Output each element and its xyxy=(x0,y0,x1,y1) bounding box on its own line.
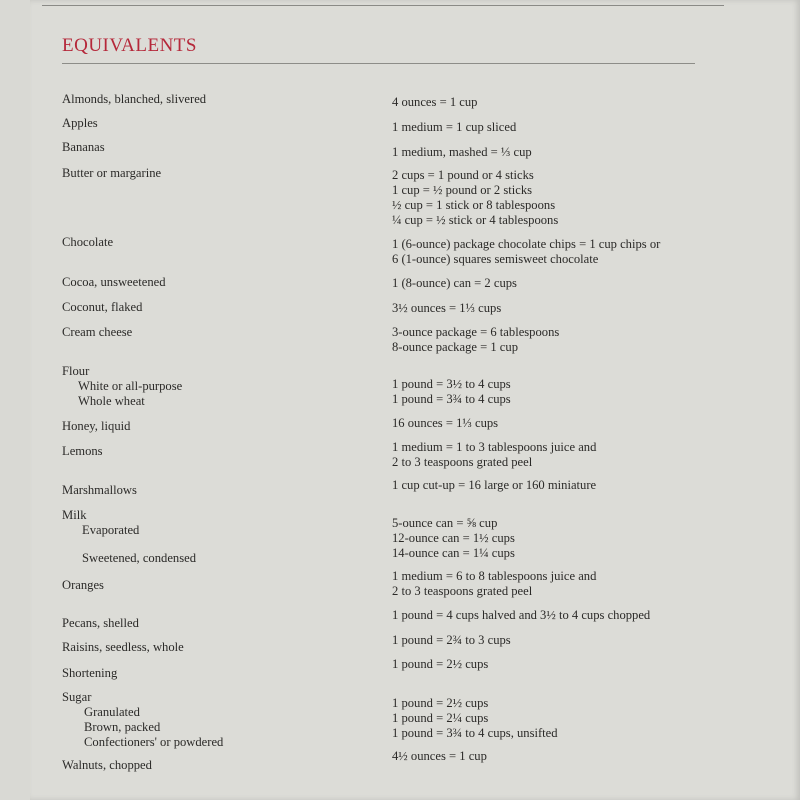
item-value-lemons: 1 medium = 1 to 3 tablespoons juice and 2 to 3 teaspoons grated peel xyxy=(392,440,597,469)
item-value-pecans: 1 pound = 4 cups halved and 3½ to 4 cups chopped xyxy=(392,608,651,622)
item-value-cream-cheese: 3-ounce package = 6 tablespoons 8-ounce package = 1 cup xyxy=(392,325,560,354)
item-label-lemons: Lemons xyxy=(62,444,103,458)
item-label-butter: Butter or margarine xyxy=(62,166,162,180)
top-rule xyxy=(42,5,724,6)
item-value-walnuts: 4½ ounces = 1 cup xyxy=(392,749,487,763)
title-rule xyxy=(62,63,695,64)
item-value-sugar: 1 pound = 2½ cups 1 pound = 2¼ cups 1 pound = 3¾ to 4 cups, unsifted xyxy=(392,696,558,740)
item-label-milk: Milk Evaporated Sweetened, condensed xyxy=(62,508,197,565)
item-label-cream-cheese: Cream cheese xyxy=(62,325,133,339)
item-label-flour: Flour White or all-purpose Whole wheat xyxy=(62,364,183,408)
item-value-almonds: 4 ounces = 1 cup xyxy=(392,95,478,109)
item-label-walnuts: Walnuts, chopped xyxy=(62,758,152,772)
item-label-bananas: Bananas xyxy=(62,140,105,154)
item-value-chocolate: 1 (6-ounce) package chocolate chips = 1 cup chips or 6 (1-ounce) squares semisweet chocolate xyxy=(392,237,661,266)
item-value-butter: 2 cups = 1 pound or 4 sticks 1 cup = ½ pound or 2 sticks ½ cup = 1 stick or 8 tablespoons ¼ cup = ½ stick or 4 tablespoons xyxy=(392,168,559,227)
item-label-coconut: Coconut, flaked xyxy=(62,300,143,314)
item-label-almonds: Almonds, blanched, slivered xyxy=(62,92,207,106)
item-label-sugar: Sugar Granulated Brown, packed Confectioners' or powdered xyxy=(62,690,224,749)
item-label-chocolate: Chocolate xyxy=(62,235,114,249)
item-value-apples: 1 medium = 1 cup sliced xyxy=(392,120,517,134)
item-value-milk: 5-ounce can = ⅝ cup 12-ounce can = 1½ cups 14-ounce can = 1¼ cups xyxy=(392,516,515,560)
item-value-coconut: 3½ ounces = 1⅓ cups xyxy=(392,301,502,315)
item-value-cocoa: 1 (8-ounce) can = 2 cups xyxy=(392,276,517,290)
item-value-honey: 16 ounces = 1⅓ cups xyxy=(392,416,499,430)
item-label-honey: Honey, liquid xyxy=(62,419,131,433)
item-label-apples: Apples xyxy=(62,116,98,130)
item-label-pecans: Pecans, shelled xyxy=(62,616,139,630)
item-label-shortening: Shortening xyxy=(62,666,118,680)
page-title: EQUIVALENTS xyxy=(62,35,197,56)
item-value-raisins: 1 pound = 2¾ to 3 cups xyxy=(392,633,511,647)
item-label-cocoa: Cocoa, unsweetened xyxy=(62,275,166,289)
item-label-oranges: Oranges xyxy=(62,578,104,592)
item-label-marshmallows: Marshmallows xyxy=(62,483,137,497)
item-label-raisins: Raisins, seedless, whole xyxy=(62,640,184,654)
item-value-marshmallows: 1 cup cut-up = 16 large or 160 miniature xyxy=(392,478,597,492)
item-value-oranges: 1 medium = 6 to 8 tablespoons juice and 2 to 3 teaspoons grated peel xyxy=(392,569,597,598)
item-value-shortening: 1 pound = 2½ cups xyxy=(392,657,489,671)
item-value-bananas: 1 medium, mashed = ⅓ cup xyxy=(392,145,532,159)
item-value-flour: 1 pound = 3½ to 4 cups 1 pound = 3¾ to 4 cups xyxy=(392,377,511,406)
